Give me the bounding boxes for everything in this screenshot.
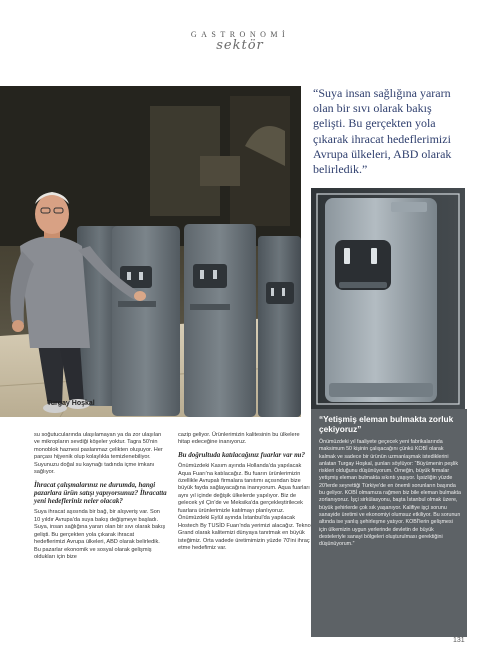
sidebar-box-text: Önümüzdeki yıl faaliyete geçecek yeni fabrikalarında maksimum 50 kişinin çalışacağını çünkü KOBİ olarak kalmak ve sadece bir ürünün uzmanlaşmak istediklerini anlatan Turgay Hoşkal, şunları söylüyor: “Büyümenin peşlik riskleri olduğunu düşünüyorum. Örneğin, büyük firmalar yetişmiş eleman bulmakta sıkıntı yaşıyor. İşsizliğin yüzde 20'lerde seyrettiği Türkiye'de en önemli sorunların başında bu geliyor. KOBİ olmamıza rağmen biz bile eleman bulmakta zorlanıyoruz. İşçi sirkülasyonu, başta İstanbul olmak üzere, büyük şehirlerde çok sık yaşanıyor. Kalifiye işçi sorunu sanayide üretimi ve ekonomiyi olumsuz etkiliyor. Bu sorunun altında ise yanlış şehirleşme yatıyor. KOBİ'lerin gelişmesi için ülkemizin uygun yerlerinde devletin de büyük desteleriyle sanayi bölgeleri oluşturulması gerektiğini düşünüyorum.” — [319, 439, 461, 548]
article-column-2 — [178, 432, 311, 557]
sidebar-box-title: “Yetişmiş eleman bulmakta zorluk çekiyoruz” — [319, 414, 454, 434]
main-photo-illustration — [0, 86, 301, 417]
main-photo — [0, 86, 301, 417]
interview-question: Bu doğrultuda katılacağınız fuarlar var mı? — [178, 450, 305, 459]
article-paragraph: Önümüzdeki Kasım ayında Hollanda'da yapılacak Aqua Fuarı'na katılacağız. Bu fuarın ürünlerimizin özellikle Avrupalı firmalara tanıtımı açısından bize büyük fayda sağlayacağına inanıyorum. Aqua fuarları aynı yıl içinde değişik ülkelerde yapılıyor. Biz de gelecek yıl Çin'de ve Meksika'da gerçekleştirilecek fuarlara ürünlerimizle katılmayı planlıyoruz. Önümüzdeki Eylül ayında İstanbul'da yapılacak Hostech By TUSİD Fuarı'nda yerimizi alacağız. Tekno Grand olarak kalitemizi dünyaya tanıtmak en büyük isteğimiz. Orta vadede üretimimizin yüzde 70'ini ihraç etme hedefimiz var. — [178, 463, 311, 552]
interview-question: İhracat çalışmalarınız ne durumda, hangi pazarlara ürün satışı yapıyorsunuz? İhracatta yeni hedefleriniz neler olacak? — [34, 480, 167, 506]
article-column-1 — [34, 432, 167, 566]
photo-caption: Turgay Hoşkal — [47, 400, 95, 407]
pull-quote: “Suya insan sağlığına yararn olan bir sıvı olarak bakış gelişti. Bu gerçekten yola çıkarak ihracat hedeflerimizi Avrupa ülkeleri, ABD olarak belirledik.” — [313, 86, 452, 177]
article-paragraph: su soğutucularında ulaşılamayan ya da zor ulaşılan ve mikropların sevdiği köşeler yoktur. Tagra 50'nin monoblok haznesi paslanmaz çelikten oluşuyor. Her parçası hijyenik olup kolaylıkla temizlenebiliyor. Suyunuzu doğal su kaynağı tadında içme imkanı sağlıyor. — [34, 432, 163, 476]
article-paragraph: cazip geliyor. Ürünlerimizin kalitesinin bu ülkelere hitap edeceğine inanıyoruz. — [178, 432, 300, 446]
page-header — [0, 0, 480, 60]
water-dispenser-illustration — [311, 188, 465, 410]
section-title: GASTRONOMİ — [190, 30, 290, 39]
side-photo — [311, 188, 465, 410]
sidebar-box — [311, 409, 467, 637]
article-paragraph: Suya ihracat aşısında bir bağ, bir alışveriş var. Son 10 yıldır Avrupa'da suya bakış değişmeye başladı. Suya, insan sağlığına yararı olan bir sıvı olarak bakış gelişti. Bu gerçekten yola çıkarak ihracat hedeflerimizi Avrupa ülkeleri, ABD olarak belirledik. Bu pazarlar ekonomik ve sosyal olarak gelişmiş oldukları için bize — [34, 509, 166, 561]
page-number: 131 — [453, 637, 465, 644]
section-subtitle: sektör — [216, 38, 264, 53]
